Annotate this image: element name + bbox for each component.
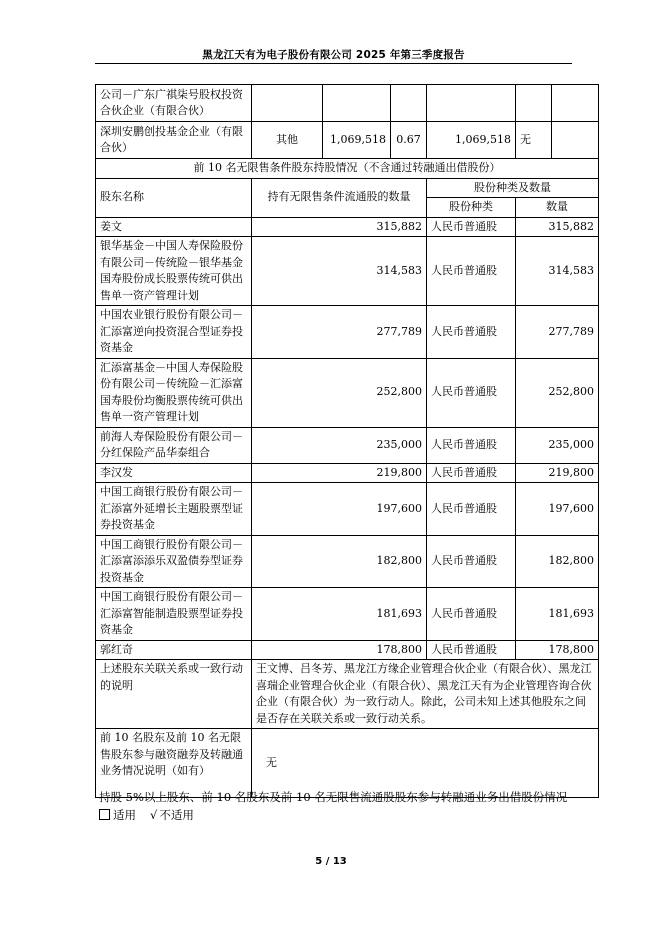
holder-name: 公司－广东广祺柒号股权投资合伙企业（有限合伙）: [96, 85, 252, 122]
holder-name: 中国农业银行股份有限公司－汇添富逆向投资混合型证券投资基金: [96, 306, 252, 359]
table-row: [96, 427, 599, 463]
table-row: [96, 217, 599, 237]
restricted-count: [427, 85, 516, 122]
holder-nature: 其他: [252, 122, 323, 159]
margin-label: 前 10 名股东及前 10 名无限售股东参与融资融券及转融通业务情况说明（如有）: [96, 729, 252, 798]
table-row: [96, 640, 599, 660]
table-row: [96, 85, 599, 122]
column-header-row: [96, 178, 599, 198]
unrestricted-qty: 315,882: [252, 217, 427, 237]
holder-name: 银华基金－中国人寿保险股份有限公司－传统险－银华基金国寿股份成长股票传统可供出售单一资产管理计划: [96, 237, 252, 306]
holder-name: 中国工商银行股份有限公司－汇添富外延增长主题股票型证券投资基金: [96, 483, 252, 536]
applicable-checkbox[interactable]: [99, 809, 110, 820]
col-header-holder: 股东名称: [96, 178, 252, 217]
restricted-count: 1,069,518: [427, 122, 516, 159]
share-count: 277,789: [516, 306, 599, 359]
section-title: 前 10 名无限售条件股东持股情况（不含通过转融通出借股份）: [96, 159, 599, 179]
unrestricted-qty: 197,600: [252, 483, 427, 536]
share-count: 314,583: [516, 237, 599, 306]
applicable-label: 适用: [113, 808, 136, 822]
unrestricted-qty: 178,800: [252, 640, 427, 660]
holder-name: 汇添富基金－中国人寿保险股份有限公司－传统险－汇添富国寿股份均衡股票传统可供出售单一资产管理计划: [96, 358, 252, 427]
pledge-count: [552, 85, 599, 122]
share-pct: [391, 85, 427, 122]
relation-row: [96, 660, 599, 729]
unrestricted-qty: 252,800: [252, 358, 427, 427]
margin-value: 无: [252, 729, 599, 798]
share-type: 人民币普通股: [427, 217, 516, 237]
share-count: 252,800: [516, 358, 599, 427]
col-header-qty: 持有无限售条件流通股的数量: [252, 178, 427, 217]
table-row: [96, 535, 599, 588]
share-type: 人民币普通股: [427, 427, 516, 463]
check-mark-icon: √: [150, 808, 158, 822]
holder-name: 姜文: [96, 217, 252, 237]
col-header-type: 股份种类: [427, 198, 516, 218]
page-number: 5 / 13: [315, 856, 347, 867]
share-pct: 0.67: [391, 122, 427, 159]
unrestricted-qty: 277,789: [252, 306, 427, 359]
table-row: [96, 463, 599, 483]
table-row: [96, 358, 599, 427]
table-row: [96, 588, 599, 641]
unrestricted-qty: 314,583: [252, 237, 427, 306]
pledge-count: [552, 122, 599, 159]
share-type: 人民币普通股: [427, 483, 516, 536]
unrestricted-qty: 235,000: [252, 427, 427, 463]
share-type: 人民币普通股: [427, 535, 516, 588]
share-count: 235,000: [516, 427, 599, 463]
footer-note: 持股 5%以上股东、前 10 名股东及前 10 名无限售流通股股东参与转融通业务出借股份情况: [99, 790, 568, 804]
share-type: 人民币普通股: [427, 237, 516, 306]
holder-name: 前海人寿保险股份有限公司－分红保险产品华泰组合: [96, 427, 252, 463]
table-row: [96, 122, 599, 159]
table-row: [96, 306, 599, 359]
share-count: 197,600: [516, 483, 599, 536]
pledge-status: 无: [516, 122, 552, 159]
unrestricted-qty: 181,693: [252, 588, 427, 641]
section-title-row: [96, 159, 599, 179]
unrestricted-qty: 219,800: [252, 463, 427, 483]
header-rule: [95, 63, 572, 64]
share-type: 人民币普通股: [427, 463, 516, 483]
share-count: 181,693: [516, 588, 599, 641]
holder-name: 郭红奇: [96, 640, 252, 660]
share-type: 人民币普通股: [427, 588, 516, 641]
holder-name: 李汉发: [96, 463, 252, 483]
col-header-count: 数量: [516, 198, 599, 218]
share-count: 178,800: [516, 640, 599, 660]
relation-label: 上述股东关联关系或一致行动的说明: [96, 660, 252, 729]
holder-name: 深圳安鹏创投基金企业（有限合伙）: [96, 122, 252, 159]
unrestricted-qty: 182,800: [252, 535, 427, 588]
share-type: 人民币普通股: [427, 358, 516, 427]
holder-name: 中国工商银行股份有限公司－汇添富智能制造股票型证券投资基金: [96, 588, 252, 641]
share-count: 315,882: [516, 217, 599, 237]
share-count: 1,069,518: [323, 122, 391, 159]
not-applicable-label: 不适用: [159, 808, 194, 822]
report-header-title: 黑龙江天有为电子股份有限公司 2025 年第三季度报告: [202, 49, 465, 61]
share-count: 182,800: [516, 535, 599, 588]
holder-nature: [252, 85, 323, 122]
applicability-options: [99, 806, 194, 824]
share-type: 人民币普通股: [427, 640, 516, 660]
relation-text: 王文博、吕冬芳、黑龙江方缘企业管理合伙企业（有限合伙）、黑龙江喜瑞企业管理合伙企业（有限合伙）、黑龙江天有为企业管理咨询合伙企业（有限合伙）为一致行动人。除此，公司未知上述其他股东之间是否存在关联关系或一致行动关系。: [252, 660, 599, 729]
pledge-status: [516, 85, 552, 122]
table-row: [96, 483, 599, 536]
col-header-type-and-qty: 股份种类及数量: [427, 178, 599, 198]
table-row: [96, 237, 599, 306]
share-count: 219,800: [516, 463, 599, 483]
holder-name: 中国工商银行股份有限公司－汇添富添添乐双盈债券型证券投资基金: [96, 535, 252, 588]
share-type: 人民币普通股: [427, 306, 516, 359]
shareholder-table: [95, 84, 599, 798]
share-count: [323, 85, 391, 122]
